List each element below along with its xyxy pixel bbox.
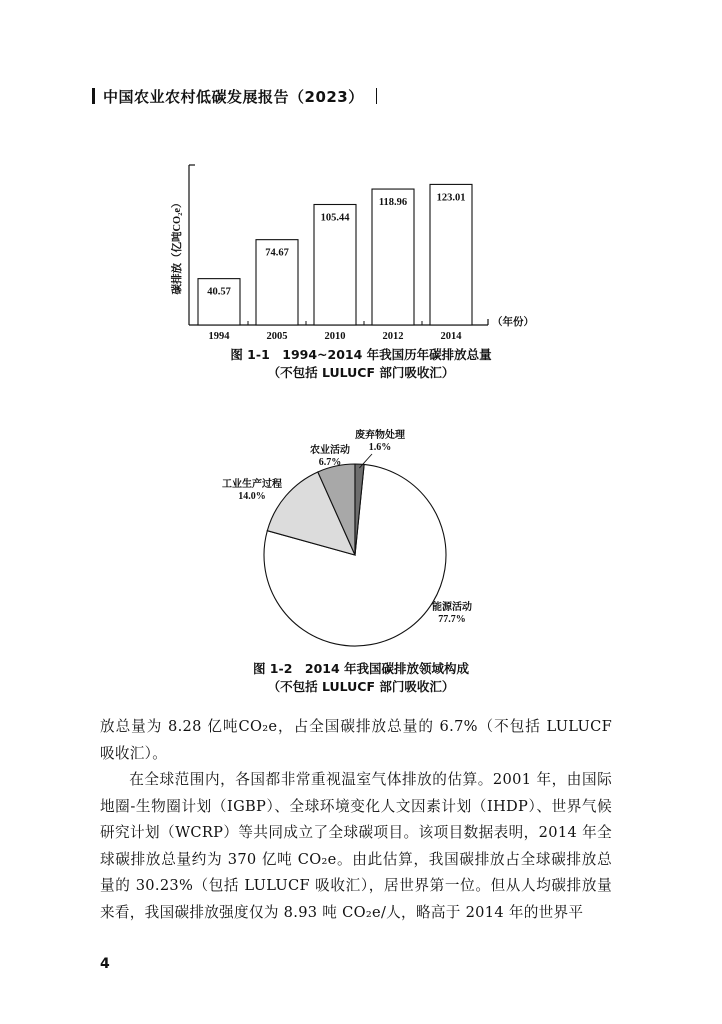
bar-tick-label-1994: 1994 [208,331,230,340]
bar-value-label-2005: 74.67 [265,247,289,259]
figure-1-1-subtitle: （不包括 LULUCF 部门吸收汇） [267,365,455,380]
pie-chart-slices [264,464,446,646]
body-paragraph-2: 在全球范围内，各国都非常重视温室气体排放的估算。2001 年，由国际地圈-生物圈计划（IGBP）、全球环境变化人文因素计划（IHDP）、世界气候研究计划（WCRP）等共同成立了全球碳项目。该项目数据表明，2014 年全球碳排放总量约为 370 亿吨 CO₂e。由此估算，我国碳排放占全球碳排放总量的 30.23%（包括 LULUCF 吸收汇），居世界第一位。但从人均碳排放量来看，我国碳排放强度仅为 8.93 吨 CO₂e/人，略高于 2014 年的世界平 [100,771,612,921]
pie-percent-0: 77.7% [438,614,466,625]
bar-tick-label-2014: 2014 [440,331,462,340]
figure-1-1-title: 图 1-1 1994~2014 年我国历年碳排放总量 [230,347,492,362]
pie-percent-1: 14.0% [238,491,266,502]
bar-tick-label-2010: 2010 [324,331,346,340]
header-title: 中国农业农村低碳发展报告（2023） [103,87,364,106]
figure-1-2-title: 图 1-2 2014 年我国碳排放领域构成 [252,661,470,676]
figure-1-2-caption [0,660,722,696]
bar-value-label-2014: 123.01 [436,192,466,204]
pie-label-3: 废弃物处理 [355,430,405,441]
body-text [100,714,612,926]
bar-value-label-2010: 105.44 [320,212,350,224]
bar-chart-ylabel: 碳排放（亿吨CO₂e） [172,197,183,295]
bar-tick-label-2005: 2005 [266,331,288,340]
pie-label-0: 能源活动 [432,602,472,613]
pie-label-2: 农业活动 [310,445,350,456]
pie-label-1: 工业生产过程 [222,479,282,490]
figure-1-2-subtitle: （不包括 LULUCF 部门吸收汇） [267,679,455,694]
bar-value-label-1994: 40.57 [207,286,231,298]
bar-tick-label-2012: 2012 [382,331,404,340]
pie-percent-3: 1.6% [368,442,392,453]
body-paragraph-1: 放总量为 8.28 亿吨CO₂e，占全国碳排放总量的 6.7%（不包括 LULUCF 吸收汇）。 [100,718,612,762]
page-number: 4 [100,956,110,972]
pie-percent-2: 6.7% [318,457,342,468]
bar-chart-xlabel: （年份） [492,317,534,328]
bar-value-label-2012: 118.96 [378,197,408,209]
